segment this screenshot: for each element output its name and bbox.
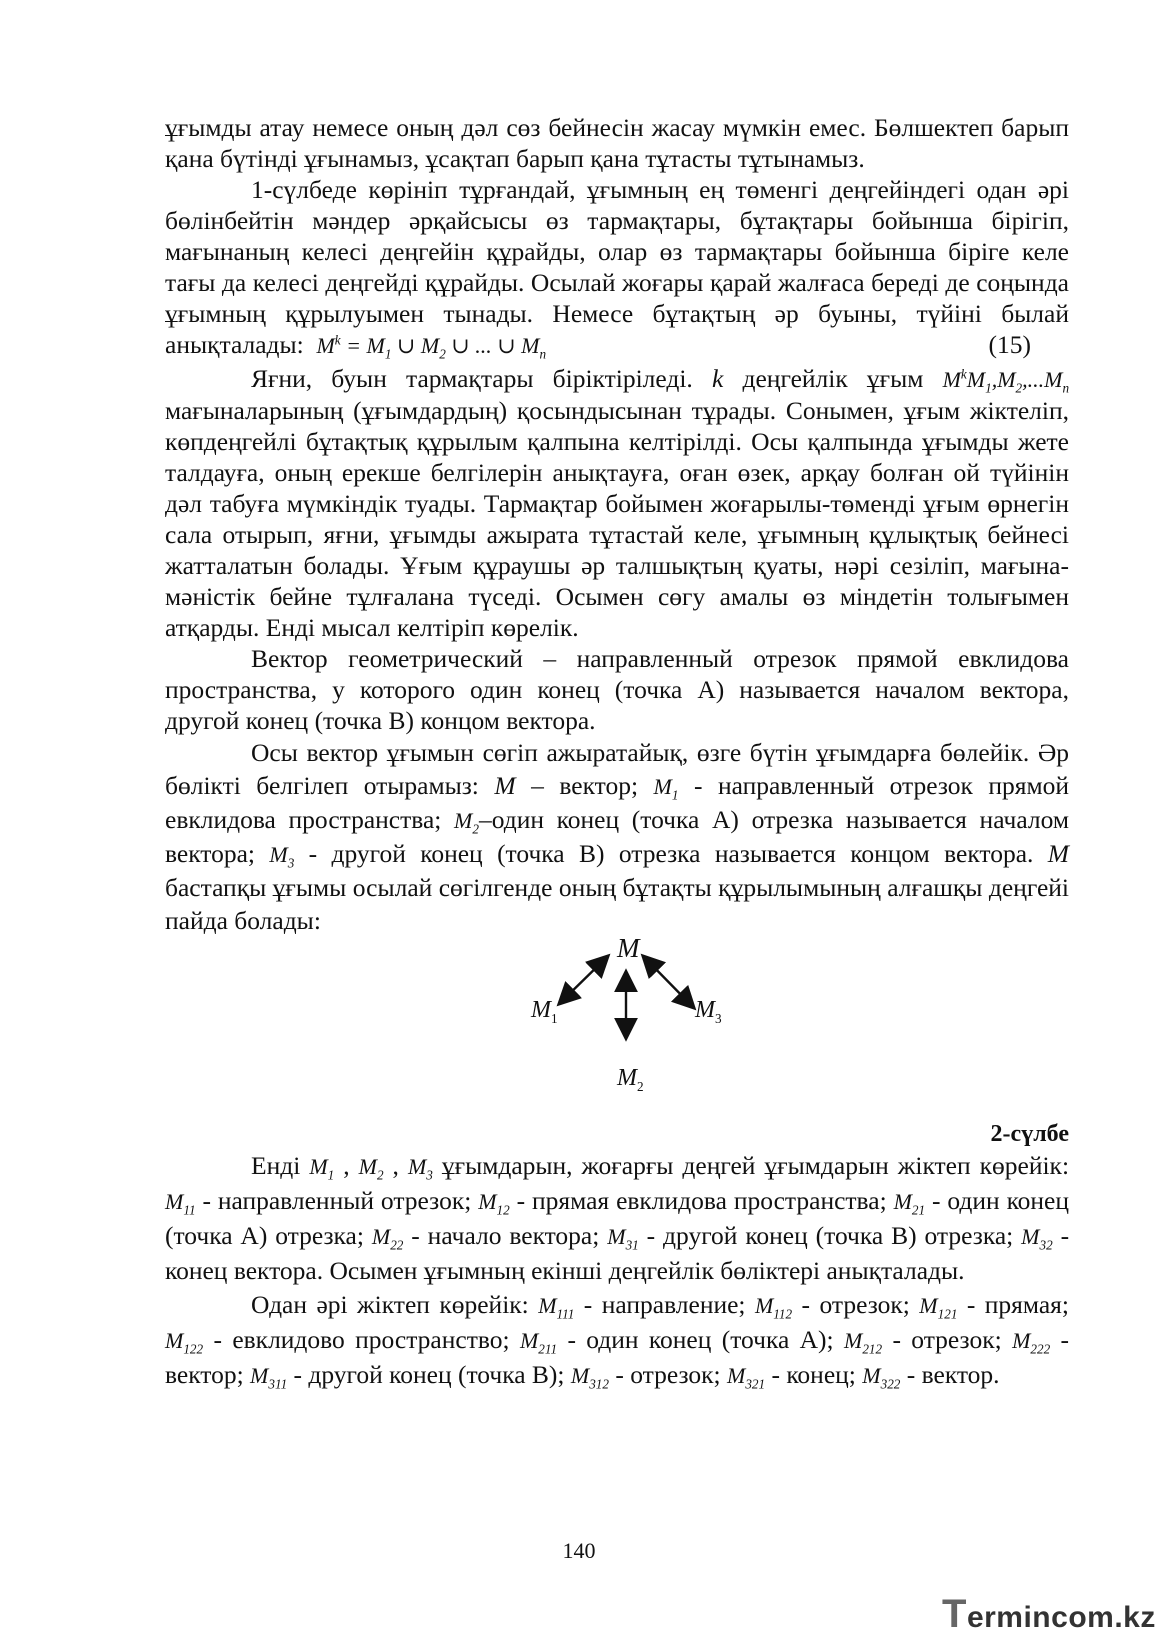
p7-text-a: Одан әрі жіктеп көрейік: xyxy=(251,1290,529,1319)
p5-text-f: бастапқы ұғымы осылай сөгілгенде оның бұтақты құрылымының алғашқы деңгейі пайда болады: xyxy=(165,873,1069,935)
p6-M3: $M_3$ xyxy=(407,1154,433,1183)
p6-M32: $M_{32}$ xyxy=(1021,1224,1053,1253)
p3-text-a: Яғни, буын тармақтары біріктіріледі. xyxy=(251,364,693,393)
p6-M31: $M_{31}$ xyxy=(607,1224,639,1253)
p7-text-112: - отрезок; xyxy=(801,1290,910,1319)
logo-letter-t: T xyxy=(942,1592,967,1636)
p5-M: M xyxy=(494,771,516,800)
p5-text-b: – вектор; xyxy=(531,771,639,800)
p7-M122: $M_{122}$ xyxy=(165,1328,204,1357)
p5-M2: $M_2$ xyxy=(454,808,479,837)
page-number: 140 xyxy=(562,1538,596,1563)
p6-M1: $M_1$ xyxy=(309,1154,335,1183)
p6-M11: $M_{11}$ xyxy=(165,1189,196,1218)
paragraph-4: Вектор геометрический – направленный отрезок прямой евклидова пространства, у которого один конец (точка А) называется началом вектора, другой конец (точка В) концом вектора. xyxy=(165,644,1069,735)
p5-M1: $M_1$ xyxy=(653,774,679,803)
p7-text-111: - направление; xyxy=(583,1290,746,1319)
p7-text-211: - один конец (точка А); xyxy=(567,1325,834,1354)
diagram-node-m: M xyxy=(617,933,640,963)
p5-M-again: M xyxy=(1047,839,1070,868)
p6-M2: $M_2$ xyxy=(358,1154,384,1183)
concept-diagram xyxy=(165,933,1069,1117)
equation-number: (15) xyxy=(988,330,1031,359)
p7-text-312: - отрезок; xyxy=(615,1360,721,1389)
p7-text-322: - вектор. xyxy=(906,1360,1000,1389)
p6-text-21: - один конец (точка А) отрезка; xyxy=(165,1186,1070,1250)
p6-text-a: Енді xyxy=(251,1151,301,1180)
p7-M121: $M_{121}$ xyxy=(919,1293,958,1322)
logo-text-a: erminc xyxy=(966,1601,1069,1634)
paragraph-3 xyxy=(165,363,1069,643)
arrow-m-m1 xyxy=(560,957,607,1003)
p5-text-d: –один конец (точка А) отрезка называется началом вектора; xyxy=(165,805,1069,868)
p6-M12: $M_{12}$ xyxy=(478,1189,510,1218)
p7-M322: $M_{322}$ xyxy=(862,1363,901,1392)
diagram-node-m2: $M_2$ xyxy=(617,1065,644,1094)
page-body xyxy=(165,112,1069,1393)
p7-M112: $M_{112}$ xyxy=(754,1293,793,1322)
arrow-m-m3 xyxy=(644,957,693,1007)
p7-M321: $M_{321}$ xyxy=(726,1363,766,1392)
p6-text-31: - другой конец (точка В) отрезка; xyxy=(646,1221,1014,1250)
p7-text-321: - конец; xyxy=(771,1360,856,1389)
paragraph-2 xyxy=(165,174,1069,361)
diagram-node-m3: $M_3$ xyxy=(695,997,722,1026)
p7-M111: $M_{111}$ xyxy=(538,1293,575,1322)
p3-formula: $M^kM_1,M_2,...M_n$ xyxy=(942,366,1070,396)
p6-text-b: ұғымдарын, жоғарғы деңгей ұғымдарын жіктеп көрейік: xyxy=(441,1151,1070,1180)
paragraph-6: Енді $M_1$ , $M_2$ , $M_3$ ұғымдарын, жоғарғы деңгей ұғымдарын жіктеп көрейік: $M_{11}$ - направленный отрезок; $M_{12}$ - прямая евклидова пространства; $M_{21}$ - один конец (точка А) отрезка; $M_{22}$ - начало вектора; $M_{31}$ - другой конец (точка В) отрезка; $M_{32}$ - конец вектора. Осымен ұғымның екінші деңгейлік бөліктері анықталады. xyxy=(165,1151,1070,1285)
p6-text-32: - конец вектора. xyxy=(165,1221,1070,1285)
paragraph-2-text: 1-сүлбеде көрініп тұрғандай, ұғымның ең төменгі деңгейіндегі одан әрі бөлінбейтін мәндер әрқайсысы өз тармақтары, бұтақтары бойынша бірігіп, мағынаның келесі деңгейін құрайды, олар өз тармақтары бойынша біріге келе тағы да келесі деңгейді құрайды. Осылай жоғары қарай жалғаса береді де соңында ұғымның құрылуымен тынады. Немесе бұтақтың әр буыны, түйіні былай анықталады: xyxy=(165,175,1069,359)
paragraph-5 xyxy=(165,736,1069,937)
site-logo[interactable] xyxy=(942,1592,1156,1637)
p7-text-311: - другой конец (точка В); xyxy=(293,1360,565,1389)
p6-M22: $M_{22}$ xyxy=(371,1224,404,1253)
p5-M3: $M_3$ xyxy=(269,842,295,871)
logo-text-b: m.kz xyxy=(1087,1601,1156,1634)
p7-M311: $M_{311}$ xyxy=(250,1363,288,1392)
p7-M222: $M_{222}$ xyxy=(1012,1328,1051,1357)
p6-text-11: - направленный отрезок; xyxy=(202,1186,472,1215)
p6-text-end: Осымен ұғымның екінші деңгейлік бөліктері анықталады. xyxy=(329,1256,965,1285)
p7-text-122: - евклидово пространство; xyxy=(213,1325,510,1354)
logo-o-icon: o xyxy=(1068,1601,1088,1634)
p6-text-12: - прямая евклидова пространства; xyxy=(516,1186,887,1215)
paragraph-1: ұғымды атау немесе оның дәл сөз бейнесін жасау мүмкін емес. Бөлшектеп барып қана бүтінді ұғынамыз, ұсақтап барып қана тұтасты тұтынамыз. xyxy=(165,113,1069,173)
p6-text-22: - начало вектора; xyxy=(411,1221,600,1250)
diagram-node-m1: $M_1$ xyxy=(531,997,558,1026)
p7-text-212: - отрезок; xyxy=(892,1325,1002,1354)
p7-M312: $M_{312}$ xyxy=(570,1363,609,1392)
p5-text-e: - другой конец (точка В) отрезка называется концом вектора. xyxy=(308,839,1034,868)
p6-M21: $M_{21}$ xyxy=(893,1189,926,1218)
p3-k: k xyxy=(712,364,724,393)
p5-text-c: - направленный отрезок прямой евклидова пространства; xyxy=(165,771,1070,834)
paragraph-7 xyxy=(165,1288,1069,1393)
diagram-caption: 2-сүлбе xyxy=(990,1121,1069,1147)
p7-text-121: - прямая; xyxy=(966,1290,1069,1319)
p7-text-222: - вектор; xyxy=(165,1325,1070,1389)
p3-text-b: деңгейлік ұғым xyxy=(742,364,924,393)
p7-M211: $M_{211}$ xyxy=(519,1328,558,1357)
p3-text-c: мағыналарының (ұғымдардың) қосындысынан тұрады. Сонымен, ұғым жіктеліп, көпдеңгейлі бұтақтық құрылым қалпына келтірілді. Осы қалпында ұғымды жете талдауға, оның ерекше белгілерін анықтауға, оған өзек, арқау болған ой түйінін дәл табуға мүмкіндік туады. Тармақтар бойымен жоғарылы-төменді ұғым өрнегін сала отырып, яғни, ұғымды ажырата тұтастай келе, ұғымның құлықтық бейнесі жатталатын болады. Ұғым құраушы әр талшықтың қуаты, нәрі сезіліп, мағына-мәністік бейне тұлғалана түседі. Осымен сөгу амалы өз міндетін толығымен атқарды. Енді мысал келтіріп көрелік. xyxy=(165,396,1069,642)
p7-M212: $M_{212}$ xyxy=(843,1328,883,1357)
p5-text-a: Осы вектор ұғымын сөгіп ажыратайық, өзге бүтін ұғымдарға бөлейік. Әр бөлікті белгілеп отырамыз: xyxy=(165,738,1069,800)
formula-15: $M^k = M_1$ ∪ $M_2$ ∪ ... ∪ $M_n$ xyxy=(316,332,547,362)
